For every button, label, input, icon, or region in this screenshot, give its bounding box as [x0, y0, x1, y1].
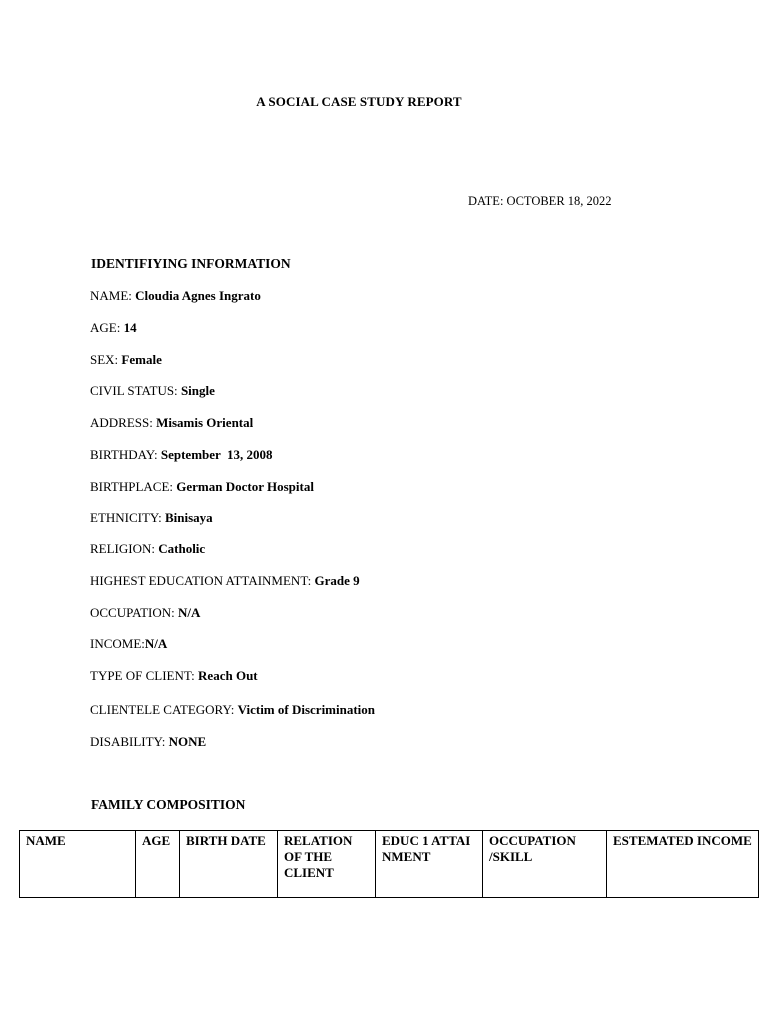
field-value: September 13, 2008 — [160, 447, 273, 462]
field-label: BIRTHPLACE: — [90, 479, 174, 494]
field-label: BIRTHDAY: — [90, 447, 158, 462]
field-address — [90, 415, 253, 431]
field-occupation — [90, 605, 200, 621]
field-label: RELIGION: — [90, 541, 155, 556]
field-value: N/A — [144, 636, 168, 651]
field-value: N/A — [178, 605, 201, 620]
field-civil-status — [90, 383, 215, 399]
field-value: Cloudia Agnes Ingrato — [135, 288, 261, 303]
field-label: INCOME: — [90, 636, 145, 651]
field-age — [90, 320, 137, 336]
field-birthplace — [90, 479, 314, 495]
field-label: NAME: — [90, 288, 132, 303]
field-label: ETHNICITY: — [90, 510, 162, 525]
column-header-income: ESTEMATED INCOME — [607, 831, 759, 898]
field-value: Single — [180, 383, 215, 398]
field-value: German Doctor Hospital — [176, 479, 314, 494]
field-label: CIVIL STATUS: — [90, 383, 178, 398]
field-clientele-category — [90, 702, 375, 718]
field-value: Reach Out — [198, 668, 258, 683]
field-label: HIGHEST EDUCATION ATTAINMENT: — [90, 573, 312, 588]
field-type-of-client — [90, 668, 258, 684]
field-highest-education — [90, 573, 360, 589]
field-label: SEX: — [90, 352, 119, 367]
field-value: Catholic — [158, 541, 206, 556]
field-label: ADDRESS: — [90, 415, 153, 430]
field-value: Misamis Oriental — [156, 415, 254, 430]
identifying-information-heading: IDENTIFIYING INFORMATION — [91, 256, 291, 271]
field-income — [90, 636, 167, 652]
field-value: Female — [121, 352, 162, 367]
column-header-occupation: OCCUPATION /SKILL — [483, 831, 607, 898]
column-header-relation: RELATION OF THE CLIENT — [278, 831, 376, 898]
field-label: OCCUPATION: — [90, 605, 175, 620]
field-ethnicity — [90, 510, 213, 526]
field-value: 14 — [123, 320, 137, 335]
column-header-name: NAME — [20, 831, 136, 898]
field-sex — [90, 352, 162, 368]
family-composition-heading: FAMILY COMPOSITION — [91, 797, 246, 812]
field-name — [90, 288, 261, 304]
report-date — [468, 194, 612, 209]
field-value: Victim of Discrimination — [237, 702, 376, 717]
field-label: TYPE OF CLIENT: — [90, 668, 195, 683]
field-disability — [90, 734, 206, 750]
date-value: OCTOBER 18, 2022 — [506, 194, 612, 208]
column-header-education: EDUC 1 ATTAINMENT — [376, 831, 483, 898]
field-label: CLIENTELE CATEGORY: — [90, 702, 235, 717]
field-label: AGE: — [90, 320, 121, 335]
family-composition-table — [19, 830, 759, 898]
field-religion — [90, 541, 205, 557]
column-header-birth-date: BIRTH DATE — [180, 831, 278, 898]
table-header-row — [20, 831, 759, 898]
column-header-age: AGE — [136, 831, 180, 898]
field-value: Binisaya — [165, 510, 213, 525]
field-value: Grade 9 — [314, 573, 360, 588]
field-value: NONE — [168, 734, 207, 749]
field-label: DISABILITY: — [90, 734, 166, 749]
date-label: DATE: — [468, 194, 504, 208]
field-birthday — [90, 447, 273, 463]
report-title: A SOCIAL CASE STUDY REPORT — [256, 94, 462, 109]
